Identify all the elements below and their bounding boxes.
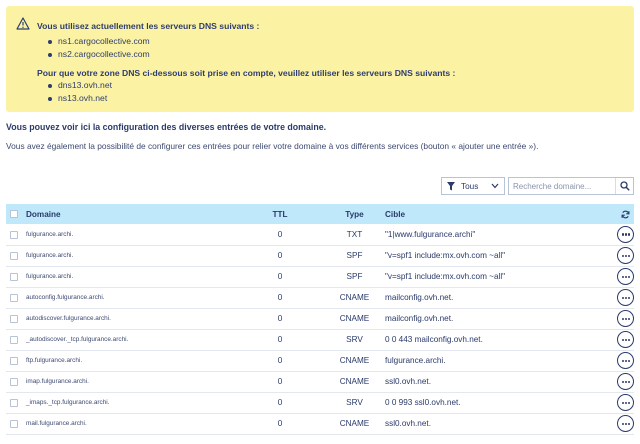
cell-domain: fulgurance.archi. (26, 230, 74, 238)
cell-type: SPF (346, 251, 363, 260)
table-row (6, 371, 634, 392)
list-item: ns2.cargocollective.com (48, 48, 150, 61)
warning-subtitle: Pour que votre zone DNS ci-dessous soit prise en compte, veuillez utiliser les serveurs DNS suivants : (37, 68, 456, 78)
column-header-target[interactable]: Cible (385, 209, 406, 219)
cell-target: "1|www.fulgurance.archi" (385, 229, 476, 239)
table-row (6, 350, 634, 371)
cell-target: 0 0 443 mailconfig.ovh.net. (385, 335, 483, 344)
dns-warning-banner (6, 6, 634, 112)
dot (622, 423, 624, 425)
cell-ttl: 0 (277, 229, 283, 239)
cell-type: CNAME (339, 356, 370, 365)
row-actions-button[interactable] (617, 247, 634, 264)
cell-domain: fulgurance.archi. (26, 273, 74, 280)
cell-ttl: 0 (277, 419, 283, 428)
cell-domain: _imaps._tcp.fulgurance.archi. (26, 399, 110, 406)
column-header-type[interactable]: Type (345, 209, 364, 219)
row-checkbox[interactable] (10, 378, 18, 386)
dot (625, 339, 627, 341)
cell-ttl: 0 (277, 335, 283, 344)
current-dns-list (48, 35, 150, 61)
select-all-checkbox[interactable] (10, 210, 18, 218)
dot (625, 360, 627, 362)
cell-ttl: 0 (277, 356, 283, 365)
row-checkbox[interactable] (10, 231, 18, 239)
cell-type: CNAME (339, 377, 370, 386)
table-row (6, 245, 634, 266)
info-heading: Vous pouvez voir ici la configuration des diverses entrées de votre domaine. (6, 122, 327, 132)
cell-type: SRV (346, 335, 363, 344)
list-item: ns13.ovh.net (48, 92, 112, 105)
table-row (6, 266, 634, 287)
table-row (6, 224, 634, 245)
cell-target: ssl0.ovh.net. (385, 377, 431, 386)
cell-target: ssl0.ovh.net. (385, 419, 431, 428)
search-input[interactable] (509, 178, 615, 194)
row-actions-button[interactable] (617, 373, 634, 390)
cell-target: "v=spf1 include:mx.ovh.com ~all" (385, 272, 506, 281)
dot (625, 276, 627, 278)
list-item: dns13.ovh.net (48, 79, 112, 92)
cell-target: fulgurance.archi. (385, 356, 446, 365)
cell-domain: _autodiscover._tcp.fulgurance.archi. (26, 336, 129, 343)
cell-domain: imap.fulgurance.archi. (26, 378, 89, 385)
search-button[interactable] (615, 178, 633, 194)
type-filter-select[interactable] (441, 177, 505, 195)
row-checkbox[interactable] (10, 420, 18, 428)
cell-type: CNAME (339, 293, 370, 302)
dot (622, 255, 624, 257)
row-checkbox[interactable] (10, 315, 18, 323)
dot (622, 233, 624, 235)
table-row (6, 413, 634, 434)
table-row (6, 287, 634, 308)
dot (628, 233, 630, 235)
dot (628, 360, 630, 362)
row-checkbox[interactable] (10, 273, 18, 281)
dot (628, 297, 630, 299)
cell-type: CNAME (339, 419, 370, 428)
dot (628, 402, 630, 404)
row-actions-button[interactable] (617, 268, 634, 285)
cell-type: TXT (346, 229, 363, 239)
dot (625, 423, 627, 425)
dot (625, 402, 627, 404)
cell-domain: fulgurance.archi. (26, 252, 74, 259)
table-row (6, 392, 634, 413)
row-actions-button[interactable] (617, 310, 634, 327)
cell-ttl: 0 (277, 398, 283, 407)
row-actions-button[interactable] (617, 289, 634, 306)
cell-domain: ftp.fulgurance.archi. (26, 357, 83, 364)
search-icon (620, 181, 630, 191)
table-header-row (6, 204, 634, 224)
cell-ttl: 0 (277, 293, 283, 302)
list-item: ns1.cargocollective.com (48, 35, 150, 48)
dot (622, 402, 624, 404)
dot (625, 297, 627, 299)
cell-ttl: 0 (277, 377, 283, 386)
cell-ttl: 0 (277, 272, 283, 281)
cell-target: "v=spf1 include:mx.ovh.com ~all" (385, 251, 506, 260)
dot (628, 276, 630, 278)
row-actions-button[interactable] (617, 415, 634, 432)
row-actions-button[interactable] (617, 352, 634, 369)
refresh-icon[interactable] (621, 210, 630, 219)
dot (622, 297, 624, 299)
cell-domain: mail.fulgurance.archi. (26, 420, 87, 427)
dot (622, 381, 624, 383)
dot (628, 339, 630, 341)
filter-icon (447, 182, 455, 191)
filter-selected-label: Tous (461, 182, 479, 191)
dns-records-table (6, 204, 634, 435)
row-actions-button[interactable] (617, 394, 634, 411)
dot (625, 233, 627, 235)
row-checkbox[interactable] (10, 399, 18, 407)
row-checkbox[interactable] (10, 252, 18, 260)
cell-type: SPF (346, 272, 363, 281)
info-text: Vous avez également la possibilité de configurer ces entrées pour relier votre domaine à vos différents services (bouton « ajouter une entrée »). (6, 141, 539, 151)
cell-ttl: 0 (277, 314, 283, 323)
table-row (6, 308, 634, 329)
dot (628, 423, 630, 425)
cell-target: mailconfig.ovh.net. (385, 293, 454, 302)
row-checkbox[interactable] (10, 357, 18, 365)
dot (622, 360, 624, 362)
row-actions-button[interactable] (617, 226, 634, 243)
column-header-ttl[interactable]: TTL (272, 209, 288, 219)
warning-triangle-icon (16, 17, 30, 30)
dot (625, 381, 627, 383)
dot (628, 318, 630, 320)
chevron-down-icon (491, 183, 499, 189)
column-header-domain[interactable]: Domaine (26, 209, 61, 219)
dot (625, 255, 627, 257)
dot (622, 276, 624, 278)
row-actions-button[interactable] (617, 331, 634, 348)
dot (622, 339, 624, 341)
cell-type: SRV (346, 398, 363, 407)
table-row (6, 329, 634, 350)
row-checkbox[interactable] (10, 336, 18, 344)
cell-type: CNAME (339, 314, 370, 323)
cell-target: 0 0 993 ssl0.ovh.net. (385, 398, 461, 407)
dot (622, 318, 624, 320)
dot (628, 381, 630, 383)
dot (625, 318, 627, 320)
cell-target: mailconfig.ovh.net. (385, 314, 454, 323)
row-checkbox[interactable] (10, 294, 18, 302)
required-dns-list (48, 79, 112, 105)
cell-ttl: 0 (277, 251, 283, 260)
cell-domain: autodiscover.fulgurance.archi. (26, 315, 111, 322)
cell-domain: autoconfig.fulgurance.archi. (26, 294, 105, 301)
dot (628, 255, 630, 257)
warning-title: Vous utilisez actuellement les serveurs DNS suivants : (37, 21, 260, 31)
domain-search (508, 177, 634, 195)
